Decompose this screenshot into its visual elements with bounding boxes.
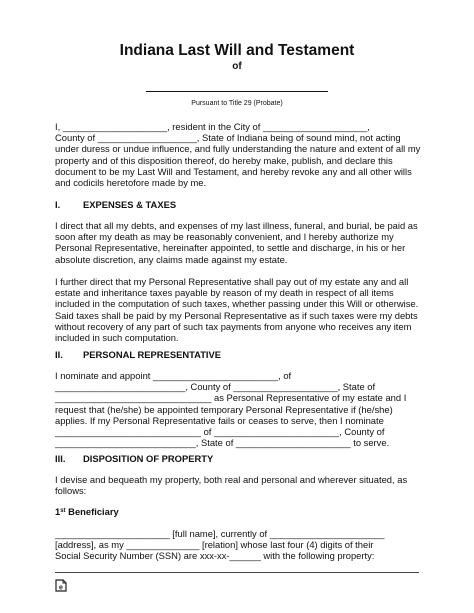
text-line: follows:	[55, 485, 87, 497]
text-line: ___________________________, State of ______________________ to serve.	[55, 437, 390, 449]
section-heading-disposition	[55, 453, 213, 464]
text-line: I devise and bequeath my property, both real and personal and wherever situated, as	[55, 474, 408, 485]
text-line: Said taxes shall be paid by my Personal Representative as if such taxes were my debts	[55, 309, 418, 321]
document-title: Indiana Last Will and Testament	[119, 42, 355, 59]
text-line: ______________________ [full name], currently of ______________________	[55, 528, 385, 539]
footer-divider	[55, 572, 419, 573]
testator-name-line[interactable]	[146, 91, 328, 92]
svg-text:e: e	[59, 584, 63, 592]
section-number: II.	[55, 349, 63, 360]
section-heading-expenses	[55, 199, 176, 210]
text-line: under duress or undue influence, and fully understanding the nature and extent of all my	[55, 143, 421, 155]
eforms-logo-icon	[55, 579, 67, 592]
section-number: III.	[55, 453, 66, 464]
expenses-paragraph-1	[55, 220, 425, 265]
text-line: without recovery of any part of such tax payments from anyone who receives any item	[55, 320, 412, 332]
beneficiary-number: 1	[55, 506, 61, 517]
beneficiary-heading	[55, 506, 119, 517]
beneficiary-label: Beneficiary	[68, 506, 119, 517]
disposition-paragraph	[55, 474, 425, 496]
beneficiary-paragraph	[55, 528, 425, 562]
pursuant-subtitle: Pursuant to Title 29 (Probate)	[191, 100, 283, 107]
text-line: ______________________________ as Personal Representative of my estate and I	[55, 392, 407, 404]
section-title: DISPOSITION OF PROPERTY	[83, 453, 214, 464]
text-line: soon after my death as may be reasonably convenient, and I hereby authorize my	[55, 231, 394, 243]
text-line: included in the computation of such taxes, whether passing under this Will or otherwise.	[55, 298, 419, 310]
text-line: property and of this disposition thereof, do hereby make, publish, and declare this	[55, 154, 393, 166]
text-line: Personal Representative, hereinafter appointed, to settle and discharge, in his or her	[55, 242, 406, 254]
text-line: County of ___________________, State of Indiana being of sound mind, not acting	[55, 132, 401, 144]
text-line: Social Security Number (SSN) are xxx-xx-______ with the following property:	[55, 550, 375, 562]
text-line: and codicils heretofore made by me.	[55, 177, 207, 189]
section-number: I.	[55, 199, 61, 210]
representative-paragraph	[55, 370, 425, 448]
section-title: PERSONAL REPRESENTATIVE	[83, 349, 222, 360]
intro-paragraph	[55, 121, 425, 188]
text-line: estate and inheritance taxes payable by reason of my death in respect of all items	[55, 287, 394, 299]
text-line: ____________________________ of ________________________, County of	[55, 426, 385, 438]
text-line: applies. If my Personal Representative fails or ceases to serve, then I nominate	[55, 414, 384, 426]
text-line: [address], as my ______________ [relation] whose last four (4) digits of their	[55, 539, 374, 551]
text-line: I nominate and appoint ________________________, of	[55, 370, 292, 381]
text-line: document to be my Last Will and Testament, and hereby revoke any and all other wills	[55, 165, 412, 177]
text-line: I direct that all my debts, and expenses of my last illness, funeral, and burial, be paid as	[55, 220, 418, 231]
text-line: I, ____________________, resident in the City of ____________________,	[55, 121, 370, 132]
text-line: included in such computation.	[55, 332, 179, 344]
text-line: request that (he/she) be appointed temporary Personal Representative if (he/she)	[55, 403, 393, 415]
beneficiary-ordinal-suffix: st	[60, 508, 66, 514]
document-of-label: of	[232, 61, 242, 72]
expenses-paragraph-2	[55, 276, 425, 343]
text-line: absolute discretion, any claims made against my estate.	[55, 253, 288, 265]
section-title: EXPENSES & TAXES	[83, 199, 177, 210]
text-line: _________________________, County of ____________________, State of	[55, 381, 376, 393]
text-line: I further direct that my Personal Representative shall pay out of my estate any and all	[55, 276, 409, 287]
section-heading-personal-representative	[55, 349, 221, 360]
